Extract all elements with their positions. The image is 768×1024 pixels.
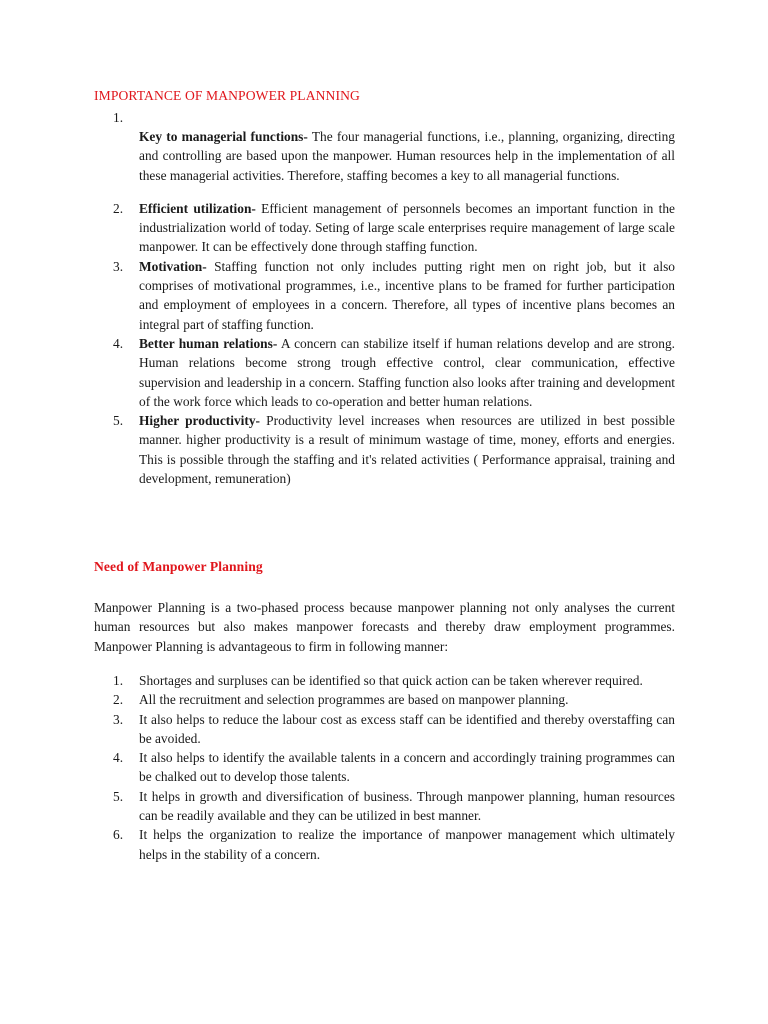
list-item xyxy=(95,825,675,864)
list-item-body xyxy=(139,108,675,185)
list-item-text: Productivity level increases when resources are utilized in best possible manner. higher productivity is a result of minimum wastage of time, money, efforts and energies. This is possible through the staffing and it's related activities ( Performance appraisal, training and development, remuneration) xyxy=(139,413,675,487)
list-item-text: All the recruitment and selection programmes are based on manpower planning. xyxy=(139,692,569,708)
list-item-term: Higher productivity- xyxy=(139,413,260,429)
list-number: 5. xyxy=(113,413,124,429)
list-item-text: It helps the organization to realize the importance of manpower management which ultimately helps in the stability of a concern. xyxy=(139,827,675,862)
list-item xyxy=(95,748,675,787)
list-number: 4. xyxy=(113,335,124,351)
list-item xyxy=(95,690,675,709)
list-number: 5. xyxy=(113,788,124,804)
list-number: 2. xyxy=(113,692,124,708)
list-item-term: Efficient utilization- xyxy=(139,200,256,216)
list-item-text: It also helps to identify the available talents in a concern and accordingly training programmes can be chalked out to develop those talents. xyxy=(139,750,675,785)
list-item xyxy=(95,257,675,334)
list-number: 2. xyxy=(113,200,124,216)
list-number: 6. xyxy=(113,827,124,843)
list-item xyxy=(95,671,675,690)
list-item xyxy=(95,710,675,749)
list-item-text: It helps in growth and diversification of business. Through manpower planning, human resources can be readily available and they can be utilized in best manner. xyxy=(139,788,675,824)
list-item-text: Shortages and surpluses can be identified so that quick action can be taken wherever required. xyxy=(139,673,643,688)
list-item-text: A concern can stabilize itself if human relations develop and are strong. Human relations become strong trough effective control, clear communication, effective supervision and leadership in a concern. Staffing function also looks after training and development of the work force which leads to co-operation and better human relations. xyxy=(139,335,675,409)
list-number: 1. xyxy=(113,673,124,688)
list-item xyxy=(95,334,675,411)
list-item-term: Motivation- xyxy=(139,258,207,274)
list-item-text: Staffing function not only includes putting right men on right job, but it also comprises of motivational programmes, i.e., incentive plans to be framed for further participation and employment of employees in a concern. Therefore, all types of incentive plans becomes an integral part of staffing function. xyxy=(139,258,675,332)
list-item-text: Efficient management of personnels becomes an important function in the industrialization world of today. Seting of large scale enterprises require management of large scale manpower. It can be effectively done through staffing function. xyxy=(139,200,675,255)
section-title-importance: IMPORTANCE OF MANPOWER PLANNING xyxy=(94,88,360,103)
section-title-need: Need of Manpower Planning xyxy=(94,559,263,574)
list-item-term: Better human relations- xyxy=(139,335,278,351)
list-number: 3. xyxy=(113,258,124,274)
list-number: 1. xyxy=(113,110,124,125)
list-item xyxy=(95,787,675,826)
list-item xyxy=(95,199,675,257)
list-item-text: The four managerial functions, i.e., planning, organizing, directing and controlling are based upon the manpower. Human resources help in the implementation of all these managerial activities. Therefore, staffing becomes a key to all managerial functions. xyxy=(139,129,675,183)
list-number: 4. xyxy=(113,750,124,766)
list-item xyxy=(95,108,675,185)
importance-list xyxy=(95,108,675,488)
list-number: 3. xyxy=(113,711,124,727)
list-item-term: Key to managerial functions- xyxy=(139,129,308,144)
intro-paragraph: Manpower Planning is a two-phased process because manpower planning not only analyses the current human resources but also makes manpower forecasts and thereby draw employment programmes. Manpower Planning is advantageous to firm in following manner: xyxy=(94,600,675,654)
list-item-text: It also helps to reduce the labour cost as excess staff can be identified and thereby overstaffing can be avoided. xyxy=(139,711,675,746)
list-item xyxy=(95,411,675,488)
need-list xyxy=(95,671,675,864)
